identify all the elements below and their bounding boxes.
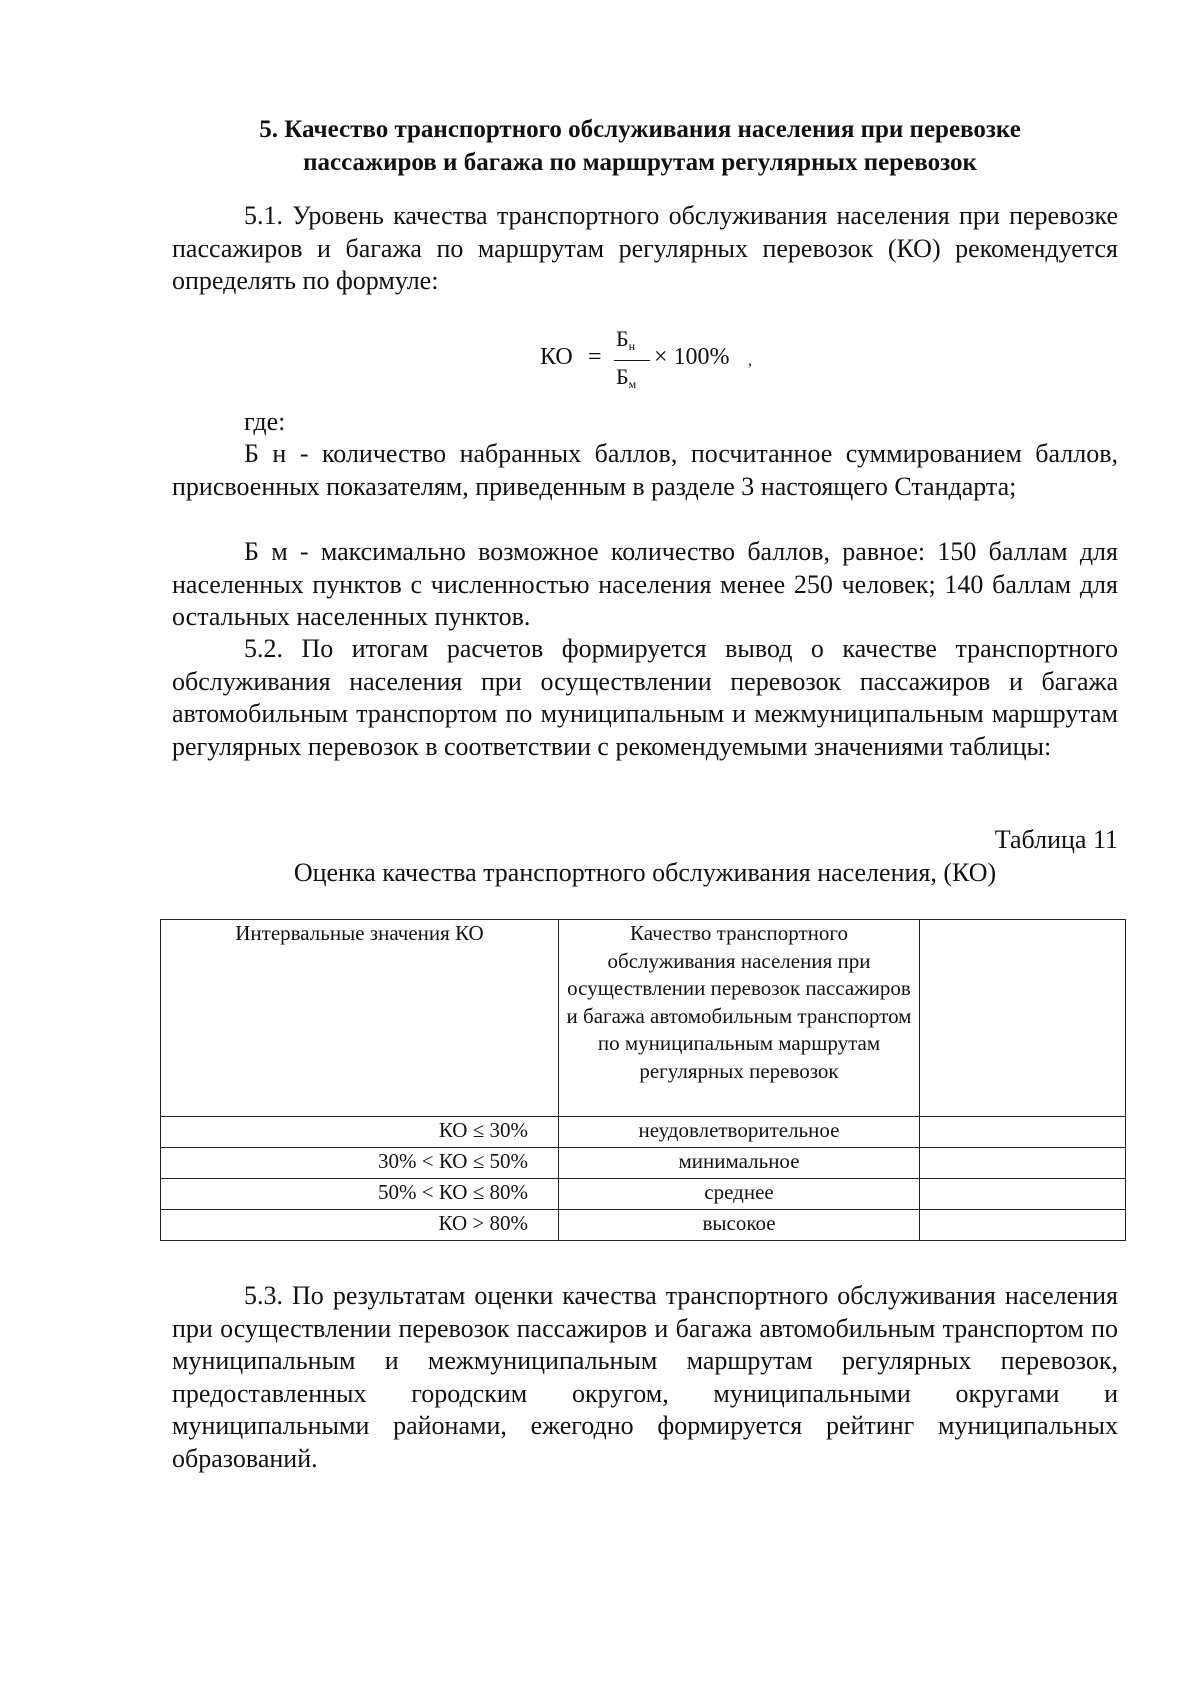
ko-table [160,919,1126,1241]
table-caption: Оценка качества транспортного обслуживания населения, (КО) [293,858,997,887]
formula-fraction-bar [614,360,650,361]
formula-denominator: $Б_м$ [616,364,637,391]
empty-cell [920,1117,1126,1148]
header-cell-intervals: Интервальные значения КО [161,920,559,1117]
section-heading [170,113,1110,179]
section-heading-line-2: пассажиров и багажа по маршрутам регулярных перевозок [303,149,977,176]
interval-cell: КО ≤ 30% [161,1117,559,1148]
table-row [161,1179,1126,1210]
formula-equals: = [588,344,602,370]
interval-cell: КО > 80% [161,1210,559,1241]
interval-cell: 30% < КО ≤ 50% [161,1148,559,1179]
definition-bm: Б м - максимально возможное количество баллов, равное: 150 баллам для населенных пунктов с численностью населения менее 250 человек; 140 баллам для остальных населенных пунктов. [172,537,1118,631]
ko-formula [540,326,820,398]
header-cell-quality: Качество транспортного обслуживания населения при осуществлении перевозок пассажиров и багажа автомобильным транспортом по муниципальным маршрутам регулярных перевозок [559,920,920,1117]
empty-cell [920,1210,1126,1241]
quality-cell: среднее [559,1179,920,1210]
table-row [161,1117,1126,1148]
formula-lhs: КО [540,344,573,370]
table-row [161,1148,1126,1179]
quality-cell: минимальное [559,1148,920,1179]
formula-numerator: $Б_н$ [616,326,636,353]
table-number: Таблица 11 [994,825,1118,854]
table-row [161,1210,1126,1241]
paragraph-5-2: 5.2. По итогам расчетов формируется вывод о качестве транспортного обслуживания населения при осуществлении перевозок пассажиров и багажа автомобильным транспортом по муниципальным и межмуниципальным маршрутам регулярных перевозок в соответствии с рекомендуемыми значениями таблицы: [172,634,1118,761]
paragraph-5-1: 5.1. Уровень качества транспортного обслуживания населения при перевозке пассажиров и багажа по маршрутам регулярных перевозок (КО) рекомендуется определять по формуле: [172,201,1118,295]
where-label: где: [244,407,286,436]
quality-cell: неудовлетворительное [559,1117,920,1148]
formula-comma: , [748,352,752,369]
quality-cell: высокое [559,1210,920,1241]
formula-times-100: × 100% [654,344,730,370]
empty-cell [920,1179,1126,1210]
empty-cell [920,1148,1126,1179]
interval-cell: 50% < КО ≤ 80% [161,1179,559,1210]
definition-bn: Б н - количество набранных баллов, посчитанное суммированием баллов, присвоенных показателям, приведенным в разделе 3 настоящего Стандарта; [172,439,1118,501]
header-cell-empty [920,920,1126,1117]
table-header-row [161,920,1126,1117]
section-heading-line-1: 5. Качество транспортного обслуживания населения при перевозке [259,116,1021,143]
paragraph-5-3: 5.3. По результатам оценки качества транспортного обслуживания населения при осуществлении перевозок пассажиров и багажа автомобильным транспортом по муниципальным и межмуниципальным маршрутам регулярных перевозок, предоставленных городским округом, муниципальными округами и муниципальными районами, ежегодно формируется рейтинг муниципальных образований. [172,1281,1118,1473]
